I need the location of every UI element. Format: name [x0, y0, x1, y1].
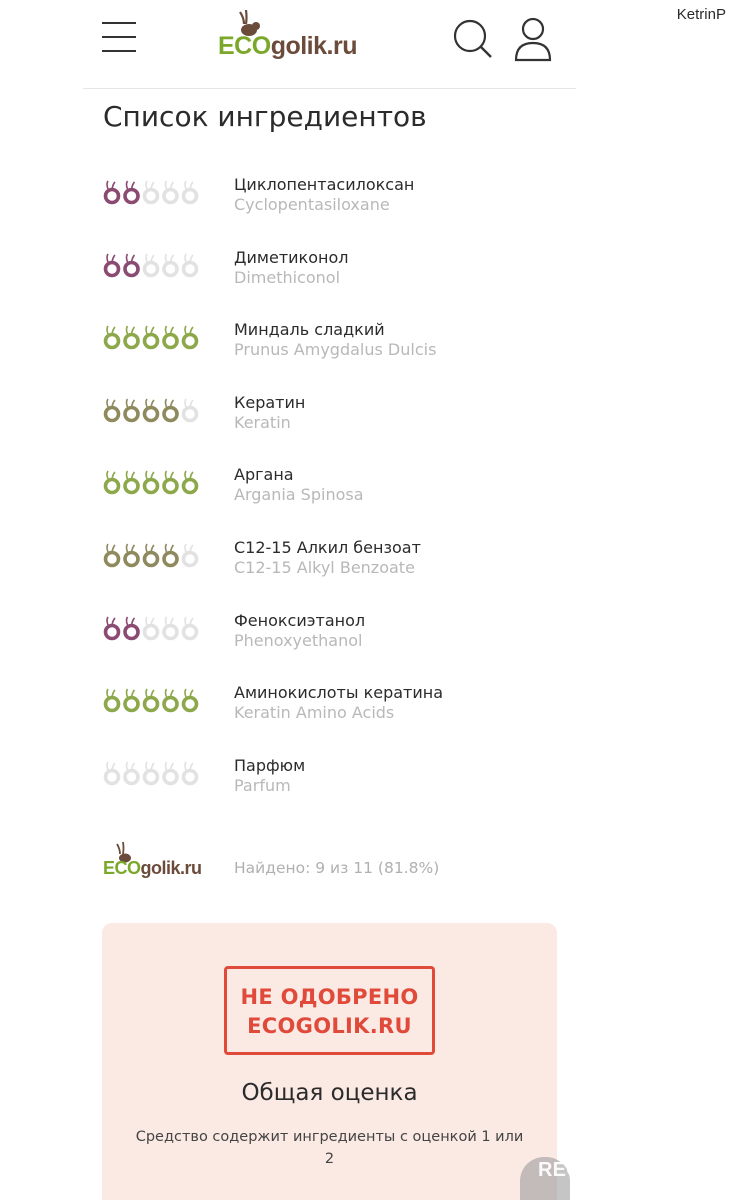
stamp-line-1: НЕ ОДОБРЕНО — [240, 985, 419, 1009]
empty-drop-icon — [145, 617, 158, 639]
filled-drop-icon — [106, 181, 119, 203]
filled-drop-icon — [125, 326, 138, 348]
rating-drops — [103, 468, 203, 496]
logo-golik-text: golik.ru — [270, 32, 357, 60]
filled-drop-icon — [145, 326, 158, 348]
filled-drop-icon — [106, 326, 119, 348]
search-icon[interactable] — [451, 17, 495, 61]
ingredient-name-latin: Parfum — [234, 775, 291, 795]
ingredient-names — [234, 248, 348, 288]
ingredient-name-latin: Argania Spinosa — [234, 485, 364, 505]
empty-drop-icon — [106, 762, 119, 784]
filled-drop-icon — [145, 544, 158, 566]
ingredient-row[interactable] — [103, 170, 563, 243]
ingredient-row[interactable] — [103, 243, 563, 316]
filled-drop-icon — [106, 254, 119, 276]
small-logo[interactable] — [103, 840, 213, 886]
ingredient-name-ru: Феноксиэтанол — [234, 610, 366, 630]
verdict-card — [102, 923, 557, 1200]
filled-drop-icon — [164, 399, 177, 421]
ingredient-row[interactable] — [103, 678, 563, 751]
ingredient-name-latin: Keratin Amino Acids — [234, 703, 395, 723]
rating-drops — [103, 541, 203, 569]
found-summary — [103, 840, 563, 900]
verdict-description: Средство содержит ингредиенты с оценкой 1 или 2 — [135, 1129, 524, 1167]
filled-drop-icon — [184, 326, 197, 348]
ingredient-row[interactable] — [103, 388, 563, 461]
ingredient-name-ru: Циклопентасилоксан — [234, 175, 415, 194]
empty-drop-icon — [145, 762, 158, 784]
ingredient-names — [234, 611, 365, 651]
filled-drop-icon — [145, 689, 158, 711]
filled-drop-icon — [164, 471, 177, 493]
filled-drop-icon — [106, 689, 119, 711]
author-watermark: KetrinP — [676, 6, 726, 23]
not-approved-stamp — [224, 966, 435, 1055]
ingredient-name-latin: C12-15 Alkyl Benzoate — [234, 557, 415, 577]
rating-drops — [103, 614, 203, 642]
page-title: Список ингредиентов — [103, 100, 427, 133]
verdict-title: Общая оценка — [241, 1080, 418, 1106]
stamp-line-2: ECOGOLIK.RU — [247, 1014, 412, 1038]
ingredient-name-latin: Keratin — [234, 412, 291, 432]
ingredient-row[interactable] — [103, 315, 563, 388]
filled-drop-icon — [164, 544, 177, 566]
filled-drop-icon — [164, 326, 177, 348]
ingredient-name-latin: Cyclopentasiloxane — [234, 195, 390, 214]
small-logo-golik: golik.ru — [140, 858, 202, 878]
ingredient-name-ru: Миндаль сладкий — [234, 320, 385, 340]
empty-drop-icon — [164, 254, 177, 276]
filled-drop-icon — [125, 254, 138, 276]
empty-drop-icon — [145, 254, 158, 276]
filled-drop-icon — [106, 617, 119, 639]
menu-icon[interactable] — [102, 22, 136, 54]
empty-drop-icon — [125, 762, 138, 784]
recommend-watermark-text: RECOMMEND.RU — [538, 1159, 709, 1181]
ingredient-names — [234, 683, 443, 723]
filled-drop-icon — [184, 471, 197, 493]
small-logo-eco: ECO — [103, 858, 141, 878]
filled-drop-icon — [145, 399, 158, 421]
rating-drops — [103, 686, 203, 714]
user-icon[interactable] — [513, 16, 553, 62]
empty-drop-icon — [164, 617, 177, 639]
logo-eco-text: ECO — [218, 32, 271, 60]
ingredient-names — [234, 393, 305, 433]
filled-drop-icon — [184, 689, 197, 711]
ingredient-row[interactable] — [103, 606, 563, 679]
filled-drop-icon — [125, 617, 138, 639]
filled-drop-icon — [106, 471, 119, 493]
filled-drop-icon — [106, 544, 119, 566]
filled-drop-icon — [125, 181, 138, 203]
found-count-text: Найдено: 9 из 11 (81.8%) — [234, 859, 440, 877]
ingredient-row[interactable] — [103, 533, 563, 606]
rating-drops — [103, 178, 203, 206]
ingredient-names — [234, 465, 364, 505]
empty-drop-icon — [184, 181, 197, 203]
empty-drop-icon — [184, 399, 197, 421]
ingredient-row[interactable] — [103, 460, 563, 533]
filled-drop-icon — [106, 399, 119, 421]
filled-drop-icon — [125, 471, 138, 493]
empty-drop-icon — [145, 181, 158, 203]
ingredient-name-ru: Парфюм — [234, 755, 306, 775]
filled-drop-icon — [125, 689, 138, 711]
ingredient-name-latin: Dimethiconol — [234, 267, 341, 287]
ingredient-name-latin: Phenoxyethanol — [234, 630, 363, 650]
rating-drops — [103, 759, 203, 787]
site-logo[interactable] — [218, 10, 378, 70]
filled-drop-icon — [164, 689, 177, 711]
rating-drops — [103, 323, 203, 351]
empty-drop-icon — [184, 762, 197, 784]
ingredient-names — [234, 538, 421, 578]
filled-drop-icon — [125, 544, 138, 566]
ingredient-name-ru: Кератин — [234, 392, 306, 412]
recommend-watermark — [520, 1157, 734, 1200]
ingredient-name-ru: Диметиконол — [234, 247, 349, 267]
ingredient-names — [234, 175, 414, 215]
filled-drop-icon — [125, 399, 138, 421]
rating-drops — [103, 251, 203, 279]
empty-drop-icon — [164, 762, 177, 784]
empty-drop-icon — [184, 544, 197, 566]
site-header — [83, 0, 576, 89]
ingredient-name-ru: Аргана — [234, 465, 294, 485]
ingredient-name-latin: Prunus Amygdalus Dulcis — [234, 340, 437, 360]
ingredient-names — [234, 756, 305, 796]
ingredient-name-ru: Аминокислоты кератина — [234, 683, 444, 703]
empty-drop-icon — [184, 254, 197, 276]
ingredient-name-ru: C12-15 Алкил бензоат — [234, 537, 421, 557]
ingredient-row[interactable] — [103, 751, 563, 824]
empty-drop-icon — [164, 181, 177, 203]
ingredient-list — [103, 170, 563, 823]
filled-drop-icon — [145, 471, 158, 493]
empty-drop-icon — [184, 617, 197, 639]
rating-drops — [103, 396, 203, 424]
ingredient-names — [234, 320, 436, 360]
